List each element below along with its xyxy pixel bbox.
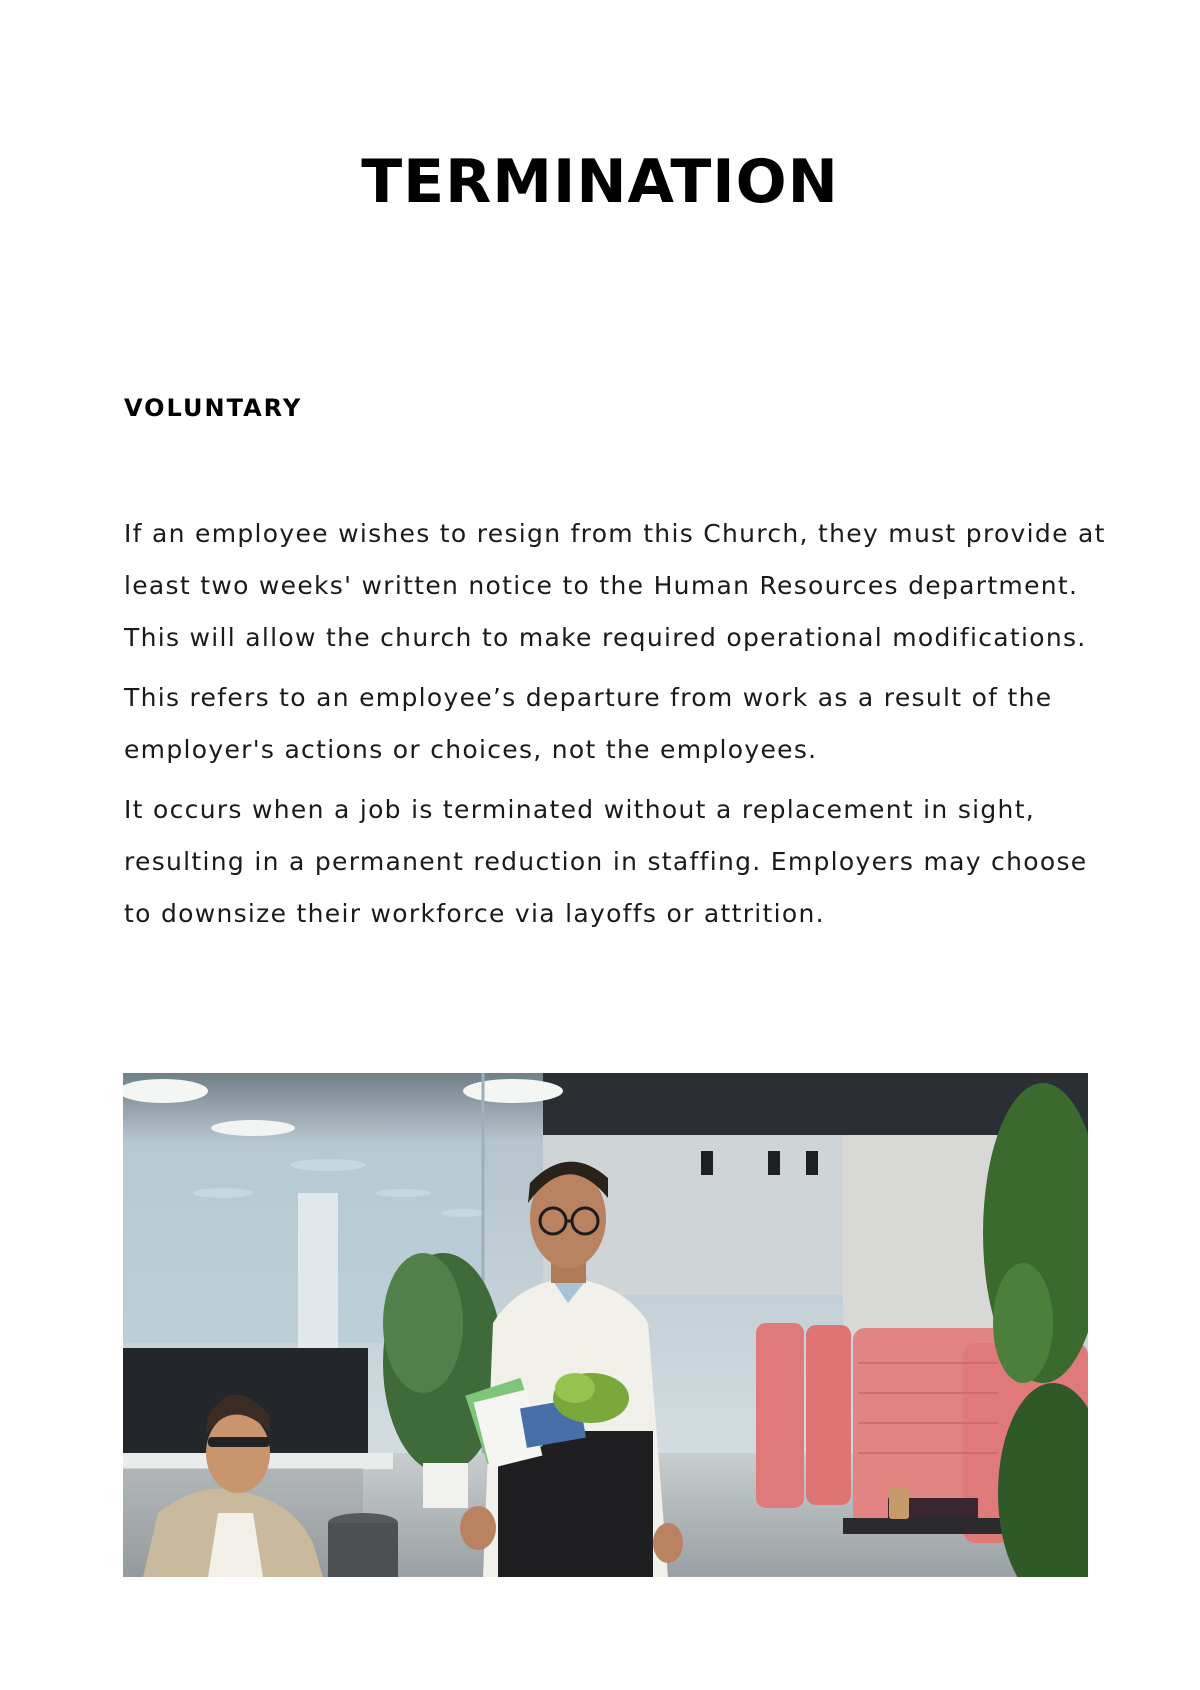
paragraph-layoffs: It occurs when a job is terminated without a replacement in sight, resulting in a permanent reduction in staffing. Employers may choose to downsize their workforce via layoffs or attrition. xyxy=(124,795,1088,928)
body-text xyxy=(124,508,1124,948)
section-heading-voluntary: VOLUNTARY xyxy=(124,394,303,422)
office-photo xyxy=(123,1073,1088,1577)
page-title: TERMINATION xyxy=(361,147,839,217)
office-photo-illustration xyxy=(123,1073,1088,1577)
paragraph-resignation-notice: If an employee wishes to resign from this Church, they must provide at least two weeks' written notice to the Human Resources department. This will allow the church to make required operational modifications. xyxy=(124,519,1106,652)
paragraph-employer-departure: This refers to an employee’s departure from work as a result of the employer's actions or choices, not the employees. xyxy=(124,683,1053,764)
